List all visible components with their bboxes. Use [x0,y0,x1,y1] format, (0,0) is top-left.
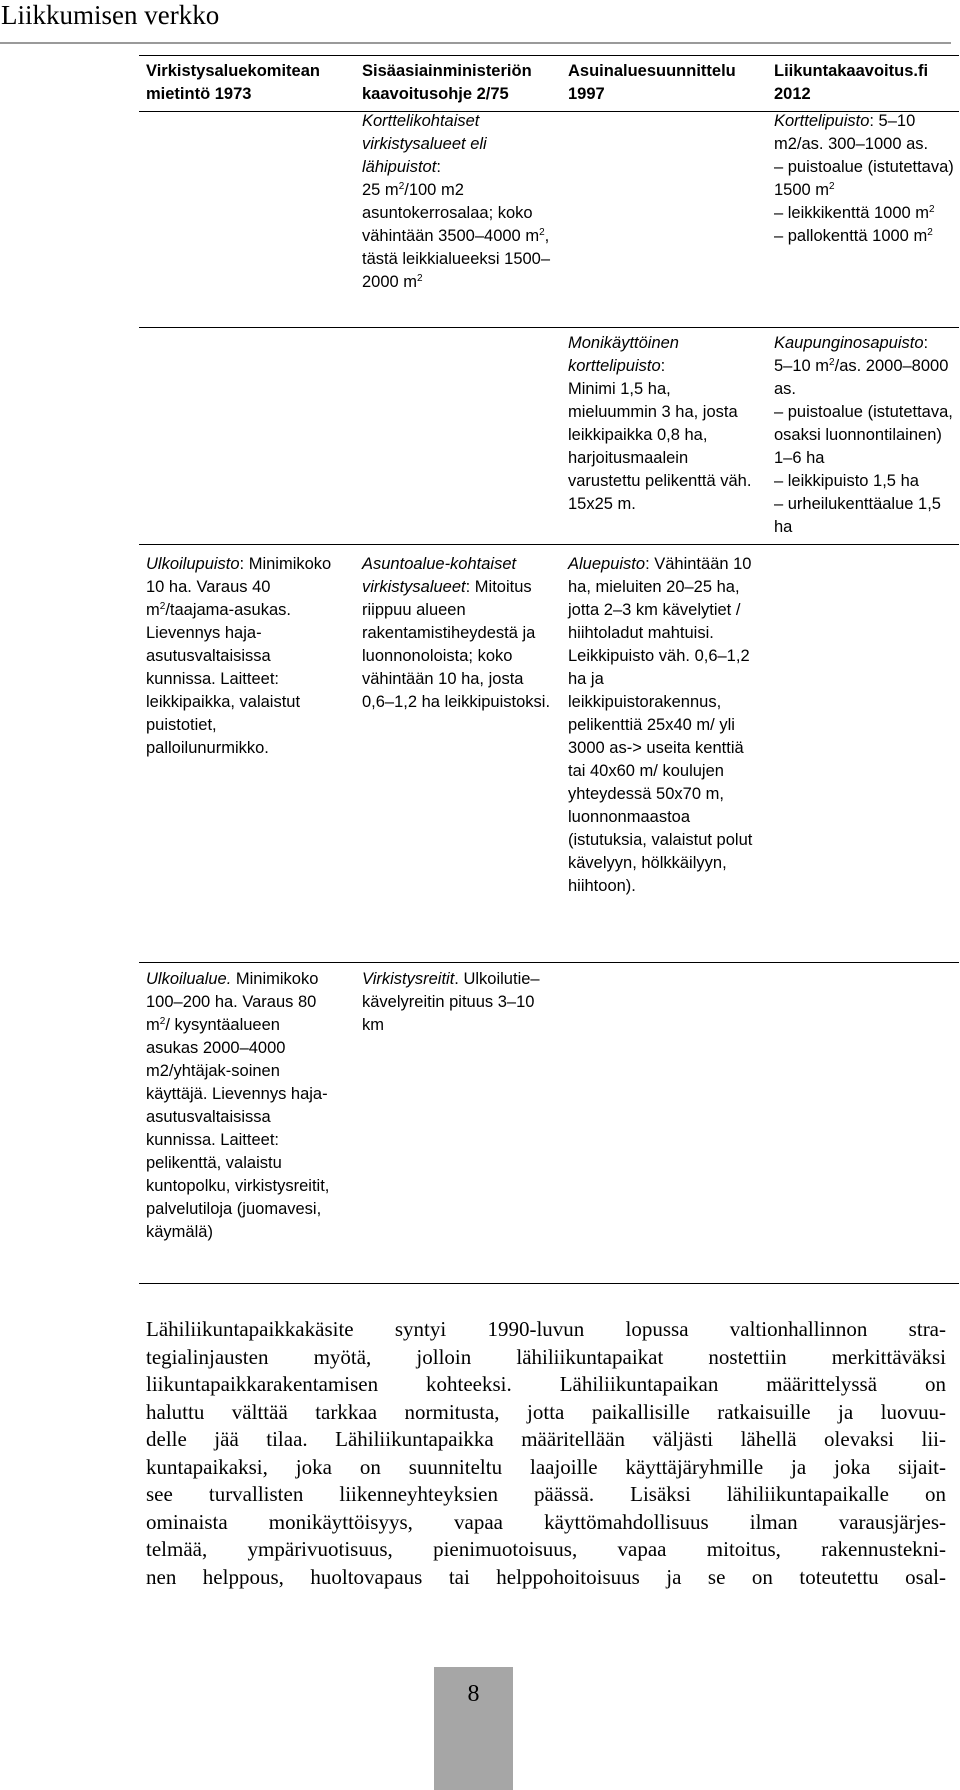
row-rule-3 [139,544,959,545]
cell-ulkoilupuisto: Ulkoilupuisto: Minimikoko 10 ha. Varaus 40 $m^2/taajama$-asukas. Lievennys haja-asutusvaltaisissa kunnissa. Laitteet: leikkipaikka, valaistut puistotiet, palloilunurmikko. [146,555,332,757]
paragraph-line: telmää, ympärivuotisuus, pienimuotoisuus, vapaa mitoitus, rakennustekni- [146,1537,946,1561]
header-title: Liikkumisen verkko [1,0,220,30]
table-top-rule [139,55,959,56]
cell-ulkoilualue: Ulkoilualue. Minimikoko 100–200 ha. Varaus 80 $m^2/$ kysyntäalueen asukas 2000–4000 m2/yhtäjak-soinen käyttäjä. Lievennys haja-asutusvaltaisissa kunnissa. Laitteet: pelikenttä, valaistu kuntopolku, virkistysreitit, palvelutiloja (juomavesi, käymälä) [146,970,330,1241]
paragraph-line: ominaista monikäyttöisyys, vapaa käyttömahdollisuus ilman varausjärjes- [146,1509,946,1534]
paragraph-line: tegialinjausten myötä, jolloin lähiliikuntapaikat nostettiin merkittäväksi [146,1344,946,1369]
col3-heading: Asuinaluesuunnittelu 1997 [568,62,736,103]
running-header [0,0,951,44]
paragraph-line: liikuntapaikkarakentamisen kohteeksi. Lähiliikuntapaikan määrittelyssä on [146,1372,946,1396]
paragraph-line: see turvallisten liikenneyhteyksien päässä. Lisäksi lähiliikuntapaikalle on [146,1482,946,1506]
paragraph-line: Lähiliikuntapaikkakäsite syntyi 1990-luvun lopussa valtionhallinnon stra- [146,1317,946,1341]
col1-heading: Virkistysaluekomitean mietintö 1973 [146,62,320,103]
cell-lahipuistot: Korttelikohtaiset virkistysalueet eli lähipuistot: 25 $m^2/100$ m2 asuntokerrosalaa; koko vähintään 3500–4000 $m^2$, tästä leikkialueeksi 1500–2000 $m^2$ [362,112,551,291]
cell-virkistysreitit: Virkistysreitit. Ulkoilutie–kävelyreitin pituus 3–10 km [362,970,540,1034]
paragraph-line: kuntapaikaksi, joka on suunniteltu laajoille käyttäjäryhmille ja joka sijait- [146,1454,946,1479]
row-rule-4 [139,962,959,963]
paragraph-line: delle jää tilaa. Lähiliikuntapaikka määritellään väljästi lähellä olevaksi lii- [146,1427,946,1451]
cell-asuntoalue-virkistysalueet: Asuntoalue-kohtaiset virkistysalueet: Mitoitus riippuu alueen rakentamistiheydestä ja luonnonoloista; koko vähintään 10 ha, josta 0,6–1,2 ha leikkipuistoksi. [362,555,551,711]
cell-monikayttoinen-korttelipuisto: Monikäyttöinen korttelipuisto: Minimi 1,5 ha, mieluummin 3 ha, josta leikkipaikka 0,8 ha, harjoitusmaalein varustettu pelikenttä väh. 15x25 m. [568,334,752,513]
body-paragraph [146,1316,946,1591]
cell-korttelipuisto: Korttelipuisto: 5–10 m2/as. 300–1000 as. – puistoalue (istutettava) 1500 $m^2$ – leikkikenttä 1000 $m^2$ – pallokenttä 1000 $m^2$ [774,112,954,245]
cell-aluepuisto: Aluepuisto: Vähintään 10 ha, mieluiten 20–25 ha, jotta 2–3 km kävelytiet / hiihtoladut mahtuisi. Leikkipuisto väh. 0,6–1,2 ha ja leikkipuistorakennus, pelikenttiä 25x40 m/ yli 3000 as-> useita kenttiä tai 40x60 m/ koulujen yhteydessä 50x70 m, luonnonmaastoa (istutuksia, valaistut polut kävelyyn, hölkkäilyyn, hiihtoon). [568,555,753,895]
row-rule-2 [139,327,959,328]
page-number: 8 [467,1681,480,1707]
col2-heading: Sisäasiainministeriön kaavoitusohje 2/75 [362,62,532,103]
page-number-box [434,1667,513,1790]
col4-heading: Liikuntakaavoitus.fi 2012 [774,62,929,103]
table-bottom-rule [139,1283,959,1284]
cell-kaupunginosapuisto: Kaupunginosapuisto: 5–10 $m^2/as$. 2000–8000 as. – puistoalue (istutettava, osaksi luonnontilainen) 1–6 ha – leikkipuisto 1,5 ha – urheilukenttäalue 1,5 ha [774,334,953,536]
paragraph-line: haluttu välttää tarkkaa normitusta, jotta paikallisille ratkaisuille ja luovuu- [146,1399,946,1424]
paragraph-line: nen helppous, huoltovapaus tai helppohoitoisuus ja se on toteutettu osal- [146,1564,946,1589]
